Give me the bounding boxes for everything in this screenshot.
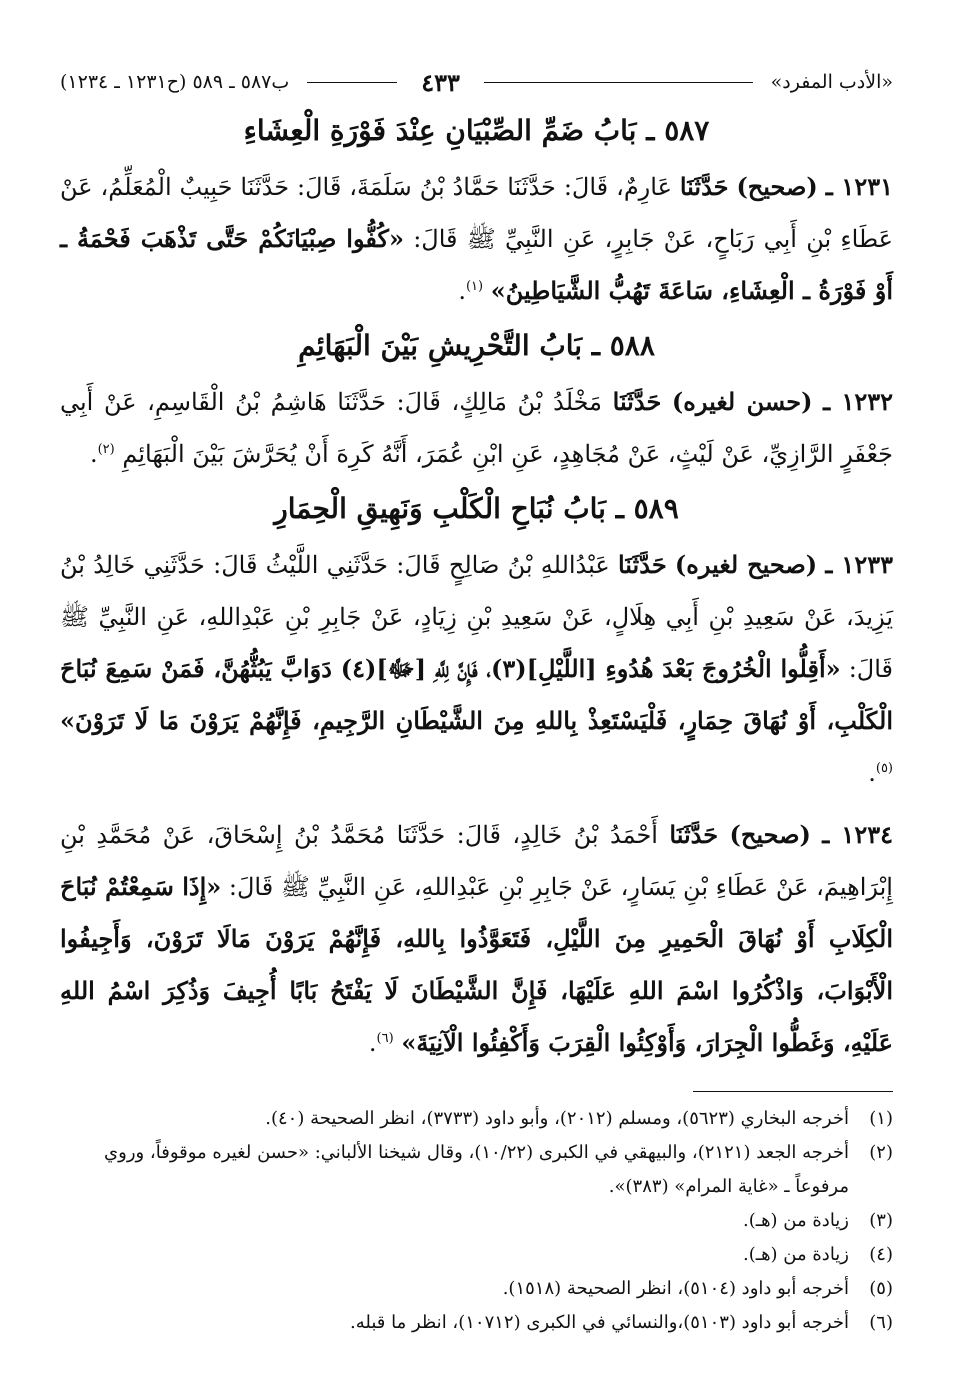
footnote-marker[interactable]: (١)	[465, 279, 484, 294]
footnote-text: أخرجه أبو داود (٥١٠٣)،والنسائي في الكبرى (١٠٧١٢)، انظر ما قبله.	[350, 1312, 849, 1333]
section-range: ب٥٨٧ ـ ٥٨٩ (ح١٢٣١ ـ ١٢٣٤)	[60, 71, 290, 93]
footnote-marker[interactable]: (٥)	[875, 761, 893, 776]
hadith-number: ١٢٣٣ ـ	[825, 550, 893, 579]
hadith-grade: (صحيح)	[736, 172, 818, 201]
footnote-marker[interactable]: (٦)	[376, 1031, 394, 1046]
hadith-isnad: عَارِمٌ، قَالَ: حَدَّثَنَا حَمَّادُ بْنُ سَلَمَةَ، قَالَ: حَدَّثَنَا حَبِيبٌ الْمُعَلِّمُ، عَنْ عَطَاءِ بْنِ أَبِي رَبَاحٍ، عَنْ جَابِرٍ، عَنِ النَّبِيِّ ﷺ قَالَ:	[60, 173, 894, 253]
footnote-text: أخرجه الجعد (٢١٢١)، والبيهقي في الكبرى (١٠/٢٢)، وقال شيخنا الألباني: «حسن لغيره موقوفاً، وروي مرفوعاً ـ «غاية المرام» (٣٨٣)».	[104, 1142, 849, 1197]
hadith-isnad: مَخْلَدُ بْنُ مَالِكٍ، قَالَ: حَدَّثَنَا هَاشِمُ بْنُ الْقَاسِمِ، عَنْ أَبِي جَعْفَرٍ الرَّازِيِّ، عَنْ لَيْثٍ، عَنْ مُجَاهِدٍ، عَنِ ابْنِ عُمَرَ، أَنَّهُ كَرِهَ أَنْ يُحَرَّشَ بَيْنَ الْبَهَائِمِ	[60, 388, 893, 468]
book-page	[60, 62, 893, 1347]
narration-lead: حَدَّثَنَا	[679, 172, 729, 201]
footnote-item	[60, 1102, 893, 1136]
narration-lead: حَدَّثَنَا	[669, 820, 719, 849]
header-rule-left	[307, 82, 397, 83]
header-rule-right	[484, 82, 753, 83]
hadith-isnad: أَحْمَدُ بْنُ خَالِدٍ، قَالَ: حَدَّثَنَا مُحَمَّدُ بْنُ إِسْحَاقَ، عَنْ مُحَمَّدِ بْنِ إِبْرَاهِيمَ، عَنْ عَطَاءِ بْنِ يَسَارٍ، عَنْ جَابِرِ بْنِ عَبْدِاللهِ، عَنِ النَّبِيِّ ﷺ قَالَ:	[60, 821, 893, 901]
footnote-marker[interactable]: (٢)	[97, 442, 115, 457]
content-body	[60, 114, 893, 1069]
footnote-number: (٥)	[869, 1278, 893, 1299]
hadith-grade: (حسن لغيره)	[671, 387, 813, 416]
footnote-item	[60, 1272, 893, 1306]
hadith-number: ١٢٣١ ـ	[825, 172, 893, 201]
footnote-item	[60, 1204, 893, 1238]
hadith-matn: «كُفُّوا صِبْيَانَكُمْ حَتَّى تَذْهَبَ فَحْمَةُ ـ أَوْ فَوْرَةُ ـ الْعِشَاءِ، سَاعَةَ تَهُبُّ الشَّيَاطِينُ»	[60, 224, 893, 305]
hadith-grade: (صحيح)	[729, 820, 811, 849]
running-header	[60, 62, 893, 102]
narration-lead: حَدَّثَنَا	[612, 387, 662, 416]
hadith-paragraph	[60, 539, 893, 799]
footnote-item	[60, 1136, 893, 1204]
footnote-text: زيادة من (هـ).	[743, 1244, 849, 1265]
footnote-separator	[693, 1091, 893, 1092]
footnote-number: (٦)	[869, 1312, 893, 1333]
page-number: ٤٣٣	[421, 67, 460, 97]
hadith-end-punct: .	[89, 440, 98, 468]
footnote-item	[60, 1238, 893, 1272]
hadith-isnad: عَبْدُاللهِ بْنُ صَالِحٍ قَالَ: حَدَّثَنِي اللَّيْثُ قَالَ: حَدَّثَنِي خَالِدُ بْنُ يَزِيدَ، عَنْ سَعِيدِ بْنِ أَبِي هِلَالٍ، عَنْ سَعِيدِ بْنِ زِيَادٍ، عَنْ جَابِرِ بْنِ عَبْدِاللهِ، عَنِ النَّبِيِّ ﷺ قَالَ:	[60, 551, 894, 683]
narration-lead: حَدَّثَنَا	[617, 550, 667, 579]
chapter-heading: ٥٨٧ ـ بَابُ ضَمِّ الصِّبْيَانِ عِنْدَ فَوْرَةِ الْعِشَاءِ	[243, 114, 710, 147]
footnote-number: (١)	[869, 1108, 893, 1129]
footnote-text: زيادة من (هـ).	[743, 1210, 849, 1231]
hadith-paragraph	[60, 809, 893, 1069]
footnote-number: (٣)	[869, 1210, 893, 1231]
footnote-text: أخرجه البخاري (٥٦٢٣)، ومسلم (٢٠١٢)، وأبو داود (٣٧٣٣)، انظر الصحيحة (٤٠).	[265, 1108, 849, 1129]
hadith-grade: (صحيح لغيره)	[674, 550, 818, 579]
hadith-number: ١٢٣٢ ـ	[823, 387, 893, 416]
hadith-paragraph	[60, 161, 893, 317]
chapter-heading: ٥٨٨ ـ بَابُ التَّحْرِيشِ بَيْنَ الْبَهَائِمِ	[298, 329, 655, 362]
chapter-heading: ٥٨٩ ـ بَابُ نُبَاحِ الْكَلْبِ وَنَهِيقِ الْحِمَارِ	[274, 492, 679, 525]
hadith-end-punct: .	[868, 759, 876, 787]
hadith-paragraph	[60, 376, 893, 480]
hadith-end-punct: .	[368, 1029, 377, 1057]
hadith-number: ١٢٣٤ ـ	[822, 820, 893, 849]
hadith-matn: «أَقِلُّوا الْخُرُوجَ بَعْدَ هُدُوءِ [اللَّيْلِ](٣)، فَإِنَّ لِلَّهِ [ﷻ](٤) دَوَابَّ يَبُثُّهُنَّ، فَمَنْ سَمِعَ نُبَاحَ الْكَلْبِ، أَوْ نُهَاقَ حِمَارٍ، فَلْيَسْتَعِذْ بِاللهِ مِنَ الشَّيْطَانِ الرَّجِيمِ، فَإِنَّهُمْ يَرَوْنَ مَا لَا تَرَوْنَ»	[60, 654, 893, 735]
hadith-end-punct: .	[458, 277, 466, 305]
footnote-number: (٢)	[869, 1142, 893, 1163]
footnote-text: أخرجه أبو داود (٥١٠٤)، انظر الصحيحة (١٥١٨).	[502, 1278, 849, 1299]
footnotes	[60, 1102, 893, 1340]
hadith-matn: «إِذَا سَمِعْتُمْ نُبَاحَ الْكِلَابِ أَوْ نُهَاقَ الْحَمِيرِ مِنَ اللَّيْلِ، فَتَعَوَّذُوا بِاللهِ، فَإِنَّهُمْ يَرَوْنَ مَالَا تَرَوْنَ، وَأَجِيفُوا الْأَبْوَابَ، وَاذْكُرُوا اسْمَ اللهِ عَلَيْهَا، فَإِنَّ الشَّيْطَانَ لَا يَفْتَحُ بَابًا أُجِيفَ وَذُكِرَ اسْمُ اللهِ عَلَيْهِ، وَغَطُّوا الْجِرَارَ، وَأَوْكِئُوا الْقِرَبَ وَأَكْفِئُوا الْآنِيَةَ»	[60, 872, 893, 1057]
footnote-number: (٤)	[869, 1244, 893, 1265]
book-title: «الأدب المفرد»	[770, 71, 893, 93]
footnote-item	[60, 1306, 893, 1340]
